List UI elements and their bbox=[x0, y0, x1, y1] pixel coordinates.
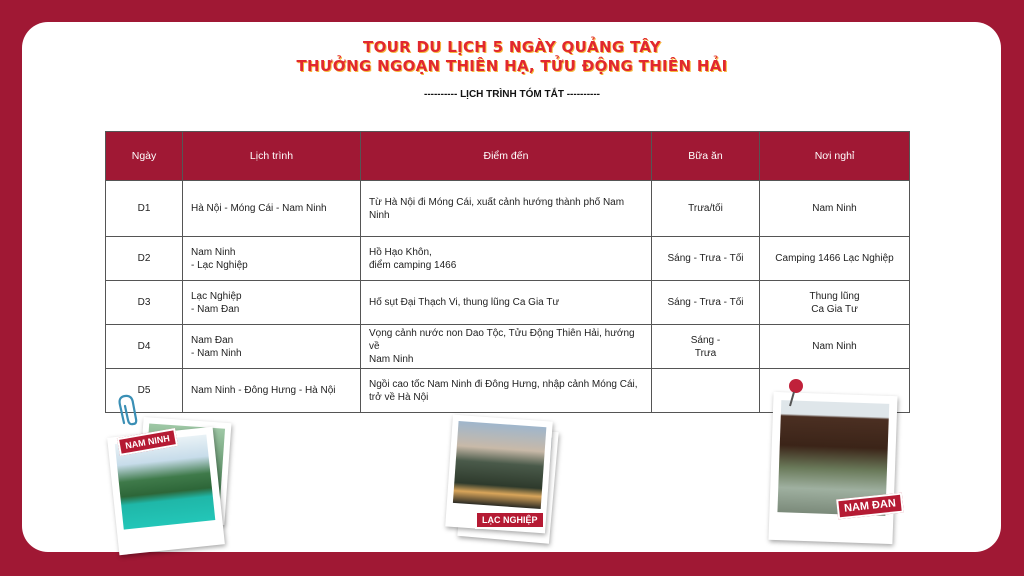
cell-line: Sáng - Trưa - Tối bbox=[667, 253, 744, 264]
cell-line: Hà Nội - Móng Cái - Nam Ninh bbox=[191, 203, 327, 214]
cell-line: Nam Ninh bbox=[369, 354, 414, 365]
photo-nam-dan bbox=[768, 392, 897, 544]
cell-line: Nam Ninh bbox=[812, 341, 857, 352]
cell-destination bbox=[361, 237, 652, 281]
cell-route bbox=[183, 369, 361, 413]
itinerary-table bbox=[105, 131, 910, 413]
cell-day: D5 bbox=[106, 369, 183, 413]
cell-destination bbox=[361, 325, 652, 369]
cell-route bbox=[183, 181, 361, 237]
cell-line: - Nam Ninh bbox=[191, 347, 242, 359]
cell-meals bbox=[652, 281, 760, 325]
cell-meals bbox=[652, 325, 760, 369]
cell-meals bbox=[652, 237, 760, 281]
cell-line: Vọng cảnh nước non Dao Tộc, Tửu Động Thiên Hải, hướng về bbox=[369, 328, 635, 352]
table-row bbox=[106, 281, 910, 325]
cell-day: D3 bbox=[106, 281, 183, 325]
cell-day: D1 bbox=[106, 181, 183, 237]
cell-line: Hố sụt Đại Thạch Vi, thung lũng Ca Gia Tư bbox=[369, 297, 560, 308]
cell-line: Nam Ninh bbox=[812, 203, 857, 214]
cell-stay bbox=[760, 281, 910, 325]
cell-line: Trưa bbox=[694, 347, 717, 359]
cell-day: D2 bbox=[106, 237, 183, 281]
cell-line: Thung lũng bbox=[809, 290, 860, 302]
cell-line: điểm camping 1466 bbox=[369, 259, 457, 271]
cell-day: D4 bbox=[106, 325, 183, 369]
cell-line: Từ Hà Nội đi Móng Cái, xuất cảnh hướng thành phố Nam Ninh bbox=[369, 196, 625, 221]
header-meals: Bữa ăn bbox=[652, 132, 760, 181]
cell-stay bbox=[760, 325, 910, 369]
cell-line: Nam Ninh bbox=[191, 246, 236, 258]
cell-line: Camping 1466 Lạc Nghiệp bbox=[775, 253, 894, 264]
header-day: Ngày bbox=[106, 132, 183, 181]
header-stay: Nơi nghỉ bbox=[760, 132, 910, 181]
page-subtitle: ---------- LỊCH TRÌNH TÓM TẮT ---------- bbox=[423, 89, 601, 100]
table-row bbox=[106, 181, 910, 237]
page-title-line2: THƯỞNG NGOẠN THIÊN HẠ, TỬU ĐỘNG THIÊN HẢI bbox=[296, 57, 728, 75]
table-row bbox=[106, 237, 910, 281]
photo-label-nam-dan: NAM ĐAN bbox=[836, 493, 904, 520]
cell-route bbox=[183, 281, 361, 325]
cell-line: Lạc Nghiệp bbox=[191, 290, 242, 302]
cell-route bbox=[183, 237, 361, 281]
table-row bbox=[106, 325, 910, 369]
cell-line: Ca Gia Tư bbox=[811, 303, 858, 315]
cell-route bbox=[183, 325, 361, 369]
photo-label-lac-nghiep: LẠC NGHIỆP bbox=[475, 511, 545, 529]
cell-destination bbox=[361, 181, 652, 237]
cell-destination bbox=[361, 369, 652, 413]
cell-stay bbox=[760, 181, 910, 237]
cell-stay bbox=[760, 237, 910, 281]
header-destination: Điểm đến bbox=[361, 132, 652, 181]
cell-line: Sáng - bbox=[690, 334, 721, 346]
header-route: Lịch trình bbox=[183, 132, 361, 181]
pushpin-icon bbox=[784, 378, 806, 408]
cell-line: Trưa/tối bbox=[688, 203, 723, 214]
cell-line: Nam Đan bbox=[191, 334, 234, 346]
mountain-photo-image bbox=[453, 421, 547, 509]
cell-line: Hồ Hạo Khôn, bbox=[369, 246, 432, 258]
cell-line: trở về Hà Nội bbox=[369, 391, 429, 403]
cell-line: Nam Ninh - Đông Hưng - Hà Nội bbox=[191, 385, 336, 396]
cell-meals bbox=[652, 369, 760, 413]
cell-line: - Nam Đan bbox=[191, 303, 240, 315]
paperclip-icon bbox=[116, 393, 144, 427]
cell-line: - Lạc Nghiệp bbox=[191, 259, 248, 271]
table-header-row bbox=[106, 132, 910, 181]
cell-destination bbox=[361, 281, 652, 325]
cell-line: Ngồi cao tốc Nam Ninh đi Đông Hưng, nhập cảnh Móng Cái, bbox=[369, 378, 638, 390]
photo-label-nam-ninh: NAM NINH bbox=[117, 428, 178, 456]
page-title-line1: TOUR DU LỊCH 5 NGÀY QUẢNG TÂY bbox=[363, 38, 661, 56]
cell-meals bbox=[652, 181, 760, 237]
cell-line: Sáng - Trưa - Tối bbox=[667, 297, 744, 308]
